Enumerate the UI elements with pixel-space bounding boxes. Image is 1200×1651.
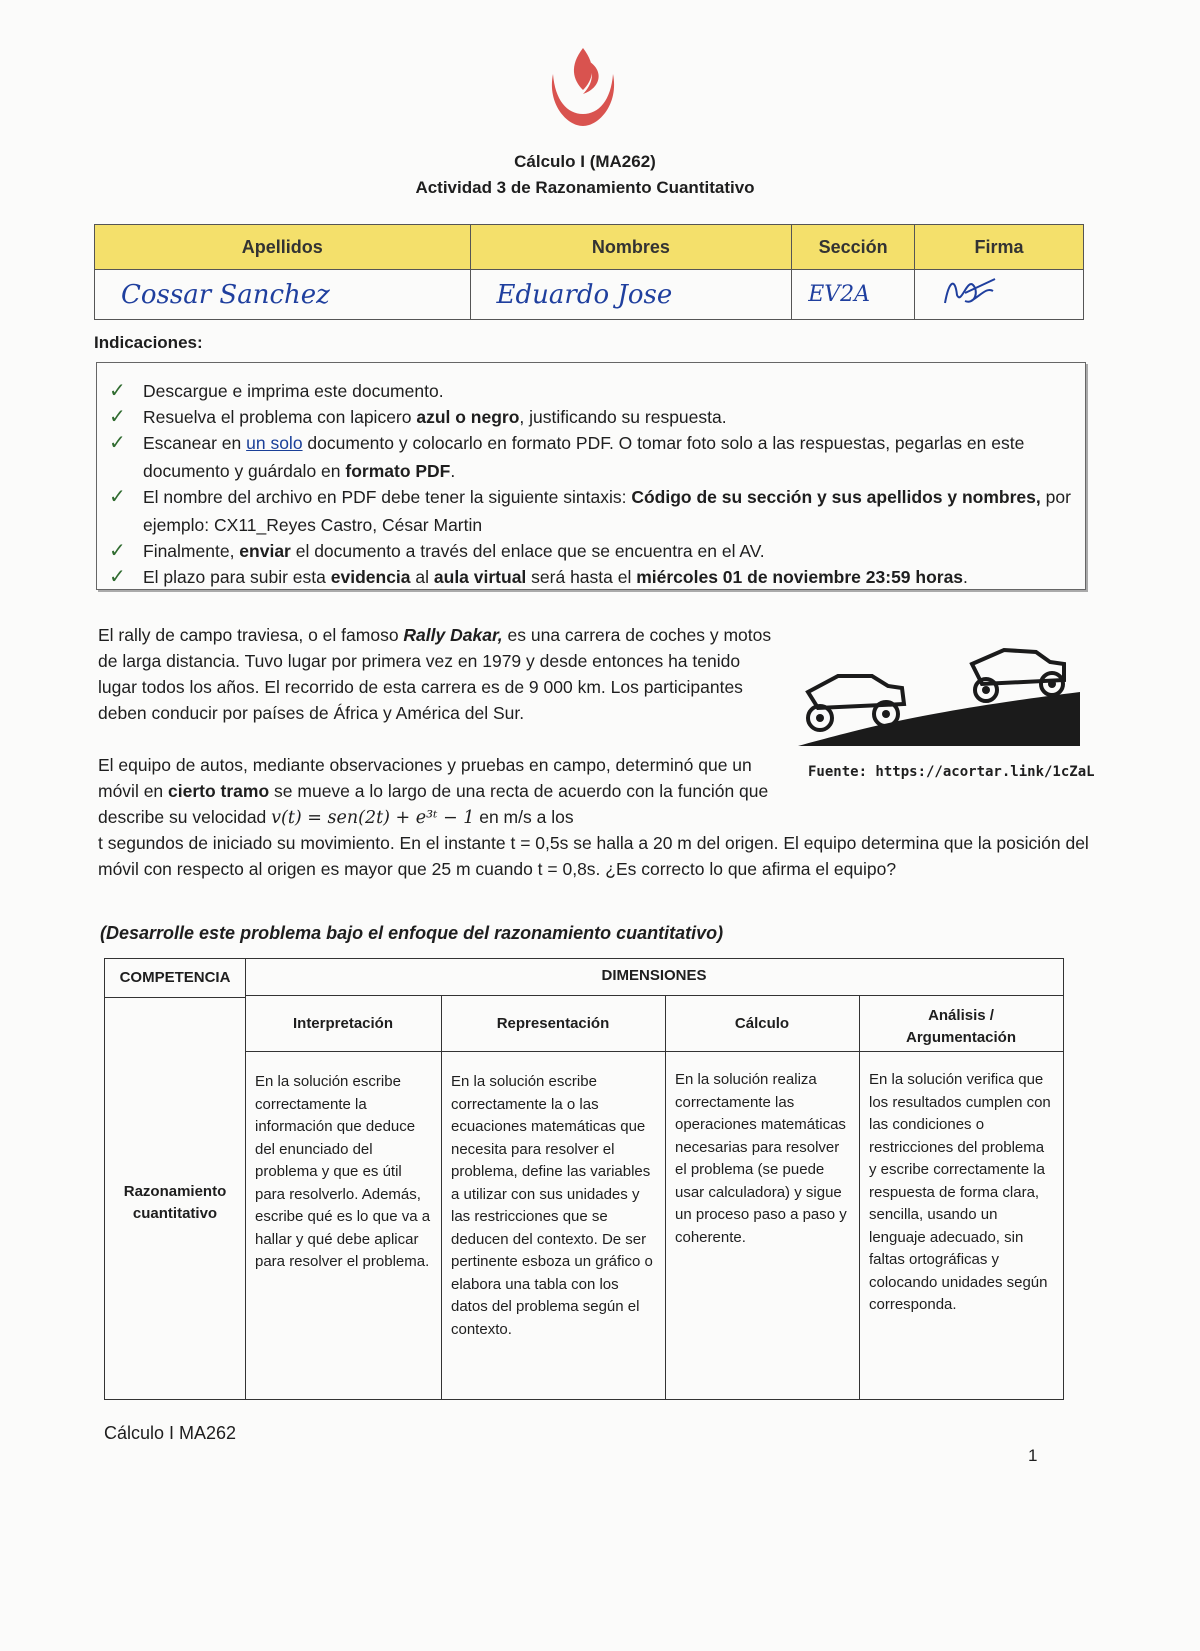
competencia-value: Razonamiento cuantitativo bbox=[123, 1183, 227, 1222]
dimension-description: En la solución verifica que los resultados cumplen con las condiciones o restricciones del problema y escribe correctamente la respuesta de forma clara, sencilla, usando un lenguaje adecuado, sin faltas ortográficas y colocando unidades según corresponda. bbox=[869, 1071, 1051, 1313]
student-info-table bbox=[94, 224, 1084, 320]
dimension-description: En la solución escribe correctamente la o las ecuaciones matemáticas que necesita para resolver el problema, define las variables a utilizar con sus unidades y las restricciones que se deducen del contexto. De ser pertinente esboza un gráfico o elabora una tabla con los datos del problema según el contexto. bbox=[451, 1073, 653, 1338]
signature-icon bbox=[935, 271, 1005, 311]
checkmark-icon: ✓ bbox=[109, 406, 126, 428]
checkmark-icon: ✓ bbox=[109, 486, 126, 508]
checkmark-icon: ✓ bbox=[109, 540, 126, 562]
apellidos-value[interactable]: Cossar Sanchez bbox=[95, 270, 471, 320]
un-solo-link[interactable]: un solo bbox=[246, 433, 303, 453]
competencia-header: COMPETENCIA bbox=[119, 969, 231, 986]
dimensiones-header: DIMENSIONES bbox=[601, 967, 707, 984]
image-source: Fuente: https://acortar.link/1cZaL bbox=[808, 764, 1095, 780]
activity-title: Actividad 3 de Razonamiento Cuantitativo bbox=[415, 178, 755, 197]
dimension-name: Cálculo bbox=[734, 1015, 790, 1032]
rubric-table bbox=[104, 958, 1064, 1400]
problem-paragraph-2: El equipo de autos, mediante observaciones y pruebas en campo, determinó que un móvil en cierto tramo se mueve a lo largo de una recta de acuerdo con la función que describe su velocidad v(t) = sen(2t) + e³ᵗ − 1 en m/s a los bbox=[98, 755, 769, 828]
rally-cars-illustration-icon bbox=[798, 642, 1080, 746]
university-logo-icon bbox=[543, 44, 623, 128]
checkmark-icon: ✓ bbox=[109, 566, 126, 588]
dimension-name: Representación bbox=[496, 1015, 610, 1032]
problem-paragraph-1: El rally de campo traviesa, o el famoso Rally Dakar, es una carrera de coches y motos de larga distancia. Tuvo lugar por primera vez en 1979 y desde entonces ha tenido lugar todos los años. El recorrido de esta carrera es de 9 000 km. Los participantes deben conducir por países de África y América del Sur. bbox=[98, 625, 772, 723]
header-apellidos: Apellidos bbox=[95, 225, 471, 270]
header-firma: Firma bbox=[915, 225, 1084, 270]
checkmark-icon: ✓ bbox=[109, 380, 126, 402]
dimension-name: Interpretación bbox=[292, 1015, 394, 1032]
indicaciones-box: ✓ Descargue e imprima este documento. ✓ Resuelva el problema con lapicero azul o negro, justificando su respuesta. ✓ Escanear en un solo documento y colocarlo en formato PDF. O tomar foto solo a las respuestas, pegarlas en este documento y guárdalo en formato PDF. ✓ El nombre del archivo en PDF debe tener la siguiente sintaxis: Código de su sección y sus apellidos y nombres, por ejemplo: CX11_Reyes Castro, César Martin ✓ Finalmente, enviar el documento a través del enlace que se encuentra en el AV. ✓ El plazo para subir esta evidencia al aula virtual será hasta el miércoles 01 de noviembre 23:59 horas. bbox=[96, 362, 1086, 590]
header-nombres: Nombres bbox=[470, 225, 792, 270]
indicaciones-label: Indicaciones: bbox=[94, 333, 203, 352]
velocity-formula: v(t) = sen(2t) + e³ᵗ − 1 bbox=[271, 808, 475, 828]
nombres-value[interactable]: Eduardo Jose bbox=[470, 270, 792, 320]
problem-paragraph-3: t segundos de iniciado su movimiento. En el instante t = 0,5s se halla a 20 m del origen. El equipo determina que la posición del móvil con respecto al origen es mayor que 25 m cuando t = 0,8s. ¿Es correcto lo que afirma el equipo? bbox=[98, 833, 1089, 879]
dimension-name: Análisis / Argumentación bbox=[905, 1007, 1016, 1046]
header-seccion: Sección bbox=[792, 225, 915, 270]
dimension-description: En la solución realiza correctamente las operaciones matemáticas necesarias para resolver el problema (se puede usar calculadora) y sigue un proceso paso a paso y coherente. bbox=[675, 1071, 847, 1246]
dimension-description: En la solución escribe correctamente la información que deduce del enunciado del problema y que es útil para resolverlo. Además, escribe qué es lo que va a hallar y qué debe aplicar para resolver el problema. bbox=[255, 1073, 431, 1270]
instruction: (Desarrolle este problema bajo el enfoque del razonamiento cuantitativo) bbox=[100, 923, 724, 943]
signature-cell[interactable] bbox=[915, 270, 1084, 320]
checkmark-icon: ✓ bbox=[109, 432, 126, 454]
course-title: Cálculo I (MA262) bbox=[514, 152, 656, 171]
footer-course: Cálculo I MA262 bbox=[104, 1423, 237, 1443]
seccion-value[interactable]: EV2A bbox=[792, 270, 915, 320]
page-number: 1 bbox=[1028, 1446, 1038, 1465]
